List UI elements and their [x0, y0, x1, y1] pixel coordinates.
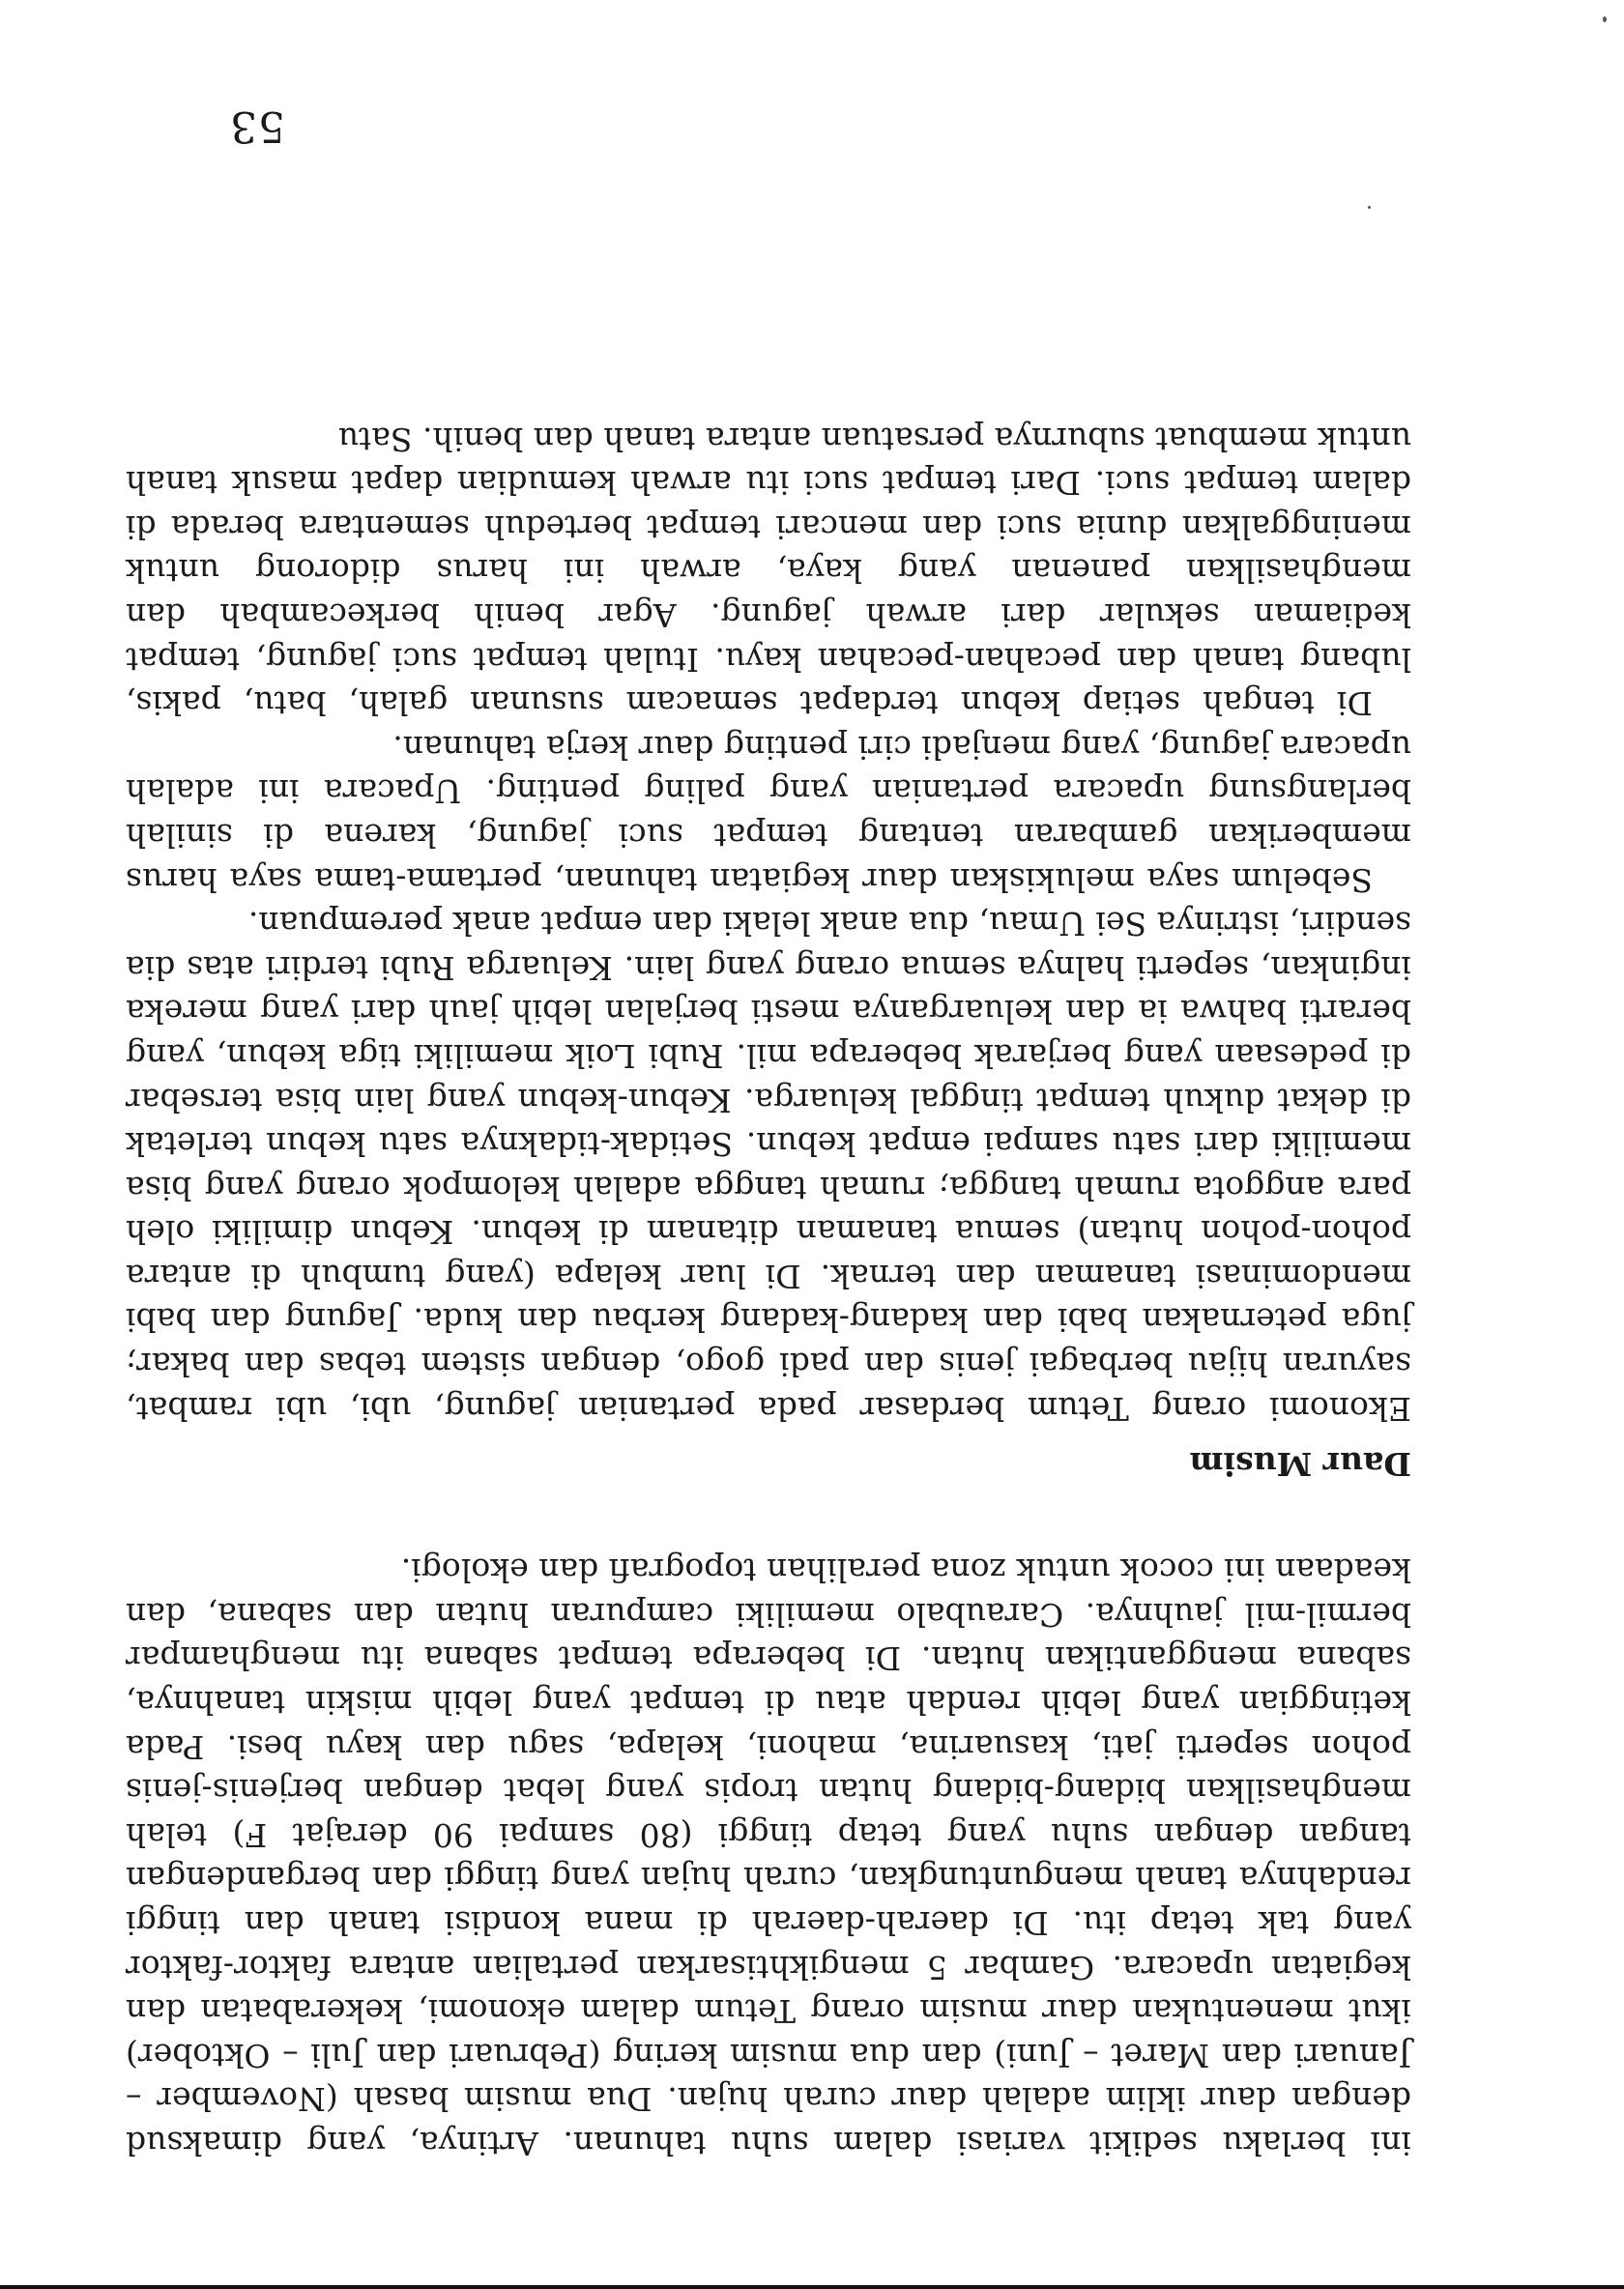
body-text	[126, 417, 1411, 2165]
paragraph-ritual-intro: Sebelum saya melukiskan daur kegiatan tahunan, pertama-tama saya harus memberikan gambaran tentang tempat suci jagung, karena di sinilah berlangsung upacara pertanian yang paling penting. Upacara ini adalah upacara jagung, yang menjadi ciri penting daur kerja tahunan.	[126, 728, 1411, 899]
section-heading: Daur Musim	[1189, 1444, 1411, 1483]
scan-speck	[1368, 206, 1371, 209]
scan-speck	[1603, 16, 1607, 22]
paragraph-corn-shrine: Di tengah setiap kebun terdapat semacam susunan galah, batu, pakis, lubang tanah dan pecahan-pecahan kayu. Itulah tempat suci jagung, tempat kediaman sekular dari arwah jagung. Agar benih berkecambah dan menghasilkan panenan yang kaya, arwah ini harus didorong untuk meninggalkan dunia suci dan mencari tempat berteduh sementara berada di dalam tempat suci. Dari tempat suci itu arwah kemudian dapat masuk tanah untuk membuat suburnya persatuan antara tanah dan benih. Satu	[126, 420, 1411, 723]
scan-edge-rule	[0, 2285, 1624, 2289]
paragraph-economy: Ekonomi orang Tetum berdasar pada pertanian jagung, ubi, ubi rambat, sayuran hijau berbagai jenis dan padi gogo, dengan sistem tebas dan bakar; juga peternakan babi dan kadang-kadang kerbau dan kuda. Jagung dan babi mendominasi tanaman dan ternak. Di luar kelapa (yang tumbuh di antara pohon-pohon hutan) semua tanaman ditanam di kebun. Kebun dimiliki oleh para anggota rumah tangga; rumah tangga adalah kelompok orang yang bisa memiliki dari satu sampai empat kebun. Setidak-tidaknya satu kebun terletak di dekat dukuh tempat tinggal keluarga. Kebun-kebun yang lain bisa tersebar di pedesaan yang berjarak beberapa mil. Rubi Loik memiliki tiga kebun, yang berarti bahwa ia dan keluarganya mesti berjalan lebih jauh dari yang mereka inginkan, seperti halnya semua orang yang lain. Keluarga Rubi terdiri atas dia sendiri, istrinya Sei Umau, dua anak lelaki dan empat anak perempuan.	[126, 905, 1411, 1428]
paragraph-climate: ini berlaku sedikit variasi dalam suhu tahunan. Artinya, yang dimaksud dengan daur iklim adalah daur curah hujan. Dua musim basah (November – Januari dan Maret – Juni) dan dua musim kering (Pebruari dan Juli – Oktober) ikut menentukan daur musim orang Tetum dalam ekonomi, kekerabatan dan kegiatan upacara. Gambar 5 mengikhtisarkan pertalian antara faktor-faktor yang tak tetap itu. Di daerah-daerah di mana kondisi tanah dan tinggi rendahnya tanah menguntungkan, curah hujan yang tinggi dan bergandengan tangan dengan suhu yang tetap tinggi (80 sampai 90 derajat F) telah menghasilkan bidang-bidang hutan tropis yang lebat dengan berjenis-jenis pohon seperti jati, kasuarina, mahoni, kelapa, sagu dan kayu besi. Pada ketinggian yang lebih rendah atau di tempat yang lebih miskin tanahnya, sabana menggantikan hutan. Di beberapa tempat sabana itu menghampar bermil-mil jauhnya. Caraubalo memiliki campuran hutan dan sabana, dan keadaan ini cocok untuk zona peralihan topografi dan ekologi.	[126, 1551, 1411, 2162]
page-number: 53	[229, 101, 285, 151]
